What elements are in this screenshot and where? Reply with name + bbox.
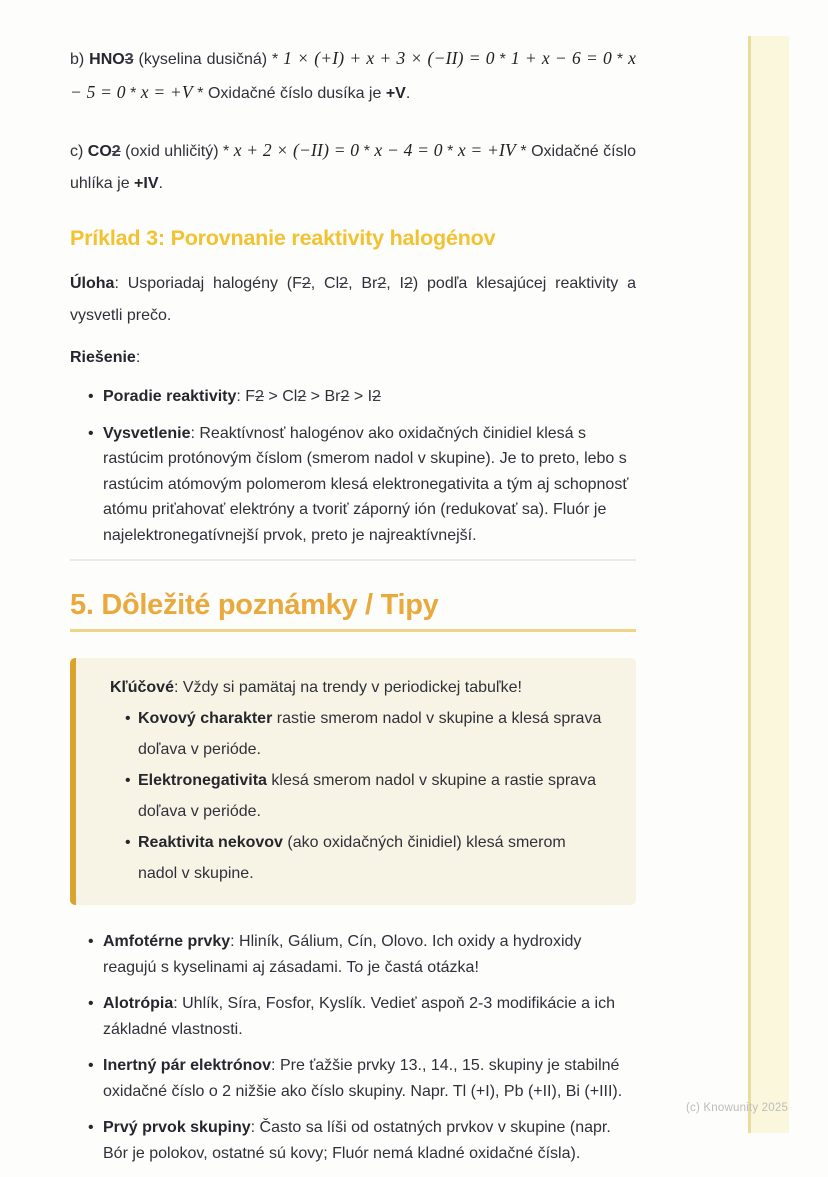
text-run: (kyselina dusičná)	[133, 51, 272, 68]
text-run: *	[611, 51, 629, 68]
text-run: : Často sa líši od ostatných prvkov v skupine (napr. Bór je polokov, ostatné sú kovy; Fluór nemá kladné oxidačné čísla).	[103, 1119, 611, 1162]
section-divider	[70, 559, 636, 561]
text-run: 2	[301, 275, 311, 292]
text-run: x − 4 = 0	[374, 140, 443, 160]
text-run: *	[359, 143, 375, 160]
text-run: Poradie reaktivity	[103, 388, 237, 405]
text-run: *	[442, 143, 458, 160]
text-run: Kľúčové	[110, 679, 174, 696]
callout-item	[138, 703, 608, 765]
list-item	[103, 1053, 636, 1104]
list-item	[103, 1115, 636, 1166]
text-run: *	[223, 143, 234, 160]
text-run: 2	[340, 388, 350, 405]
text-run: CO	[87, 143, 112, 160]
text-run: *	[192, 85, 208, 102]
text-run: Kovový charakter	[138, 710, 273, 727]
callout-item	[138, 827, 608, 889]
text-run: Oxidačné číslo dusíka je	[207, 85, 386, 102]
text-run: 2	[297, 388, 307, 405]
text-run: (oxid uhličitý)	[120, 143, 223, 160]
list-item	[103, 384, 636, 410]
text-run: +V	[385, 85, 406, 102]
text-run: Oxidačné číslo uhlíka je	[70, 143, 637, 192]
text-run: Alotrópia	[103, 995, 174, 1012]
callout-list	[110, 703, 608, 889]
text-run: 2	[339, 275, 349, 292]
text-run: 1 + x − 6 = 0	[510, 48, 612, 68]
text-run: : Uhlík, Síra, Fosfor, Kyslík. Vedieť aspoň 2-3 modifikácie a ich základné vlastnosti.	[103, 995, 615, 1038]
heading-underline	[70, 629, 636, 632]
text-run: Reaktivita nekovov	[138, 834, 283, 851]
text-run: x = +IV	[457, 140, 516, 160]
text-run: : F	[236, 388, 256, 405]
text-run: ) podľa klesajúcej reaktivity a vysvetli prečo.	[70, 275, 637, 324]
text-run: , I	[386, 275, 404, 292]
example-b-paragraph	[70, 42, 636, 110]
callout-item	[138, 765, 608, 827]
text-run: c)	[70, 143, 88, 160]
text-run: Elektronegativita	[138, 772, 267, 789]
text-run: 2	[372, 388, 381, 405]
key-tips-callout	[70, 658, 636, 905]
text-run: : Reaktívnosť halogénov ako oxidačných činidiel klesá s rastúcim protónovým číslom (smerom nadol v skupine). Je to preto, lebo s rastúcim atómovým polomerom klesá elektronegativita a tým aj schopnosť atómu priťahovať elektróny a tvoriť záporný ión (redukovať sa). Fluór je najelektronegatívnejší prvok, preto je najreaktívnejší.	[103, 424, 629, 544]
text-run: :	[135, 349, 141, 366]
text-run: klesá smerom nadol v skupine a rastie sprava doľava v perióde.	[138, 772, 596, 820]
text-run: Vysvetlenie	[103, 424, 191, 442]
solution-list	[70, 384, 636, 548]
text-run: Úloha	[70, 275, 115, 292]
text-run: > Cl	[263, 388, 298, 405]
text-run: : Pre ťažšie prvky 13., 14., 15. skupiny je stabilné oxidačné číslo o 2 nižšie ako číslo skupiny. Napr. Tl (+I), Pb (+II), Bi (+III).	[103, 1057, 623, 1100]
text-run: rastie smerom nadol v skupine a klesá sprava doľava v perióde.	[138, 710, 602, 758]
text-run: *	[125, 85, 141, 102]
text-run: 3	[124, 51, 134, 68]
text-run: : Vždy si pamätaj na trendy v periodickej tabuľke!	[173, 679, 522, 696]
text-run: x = +V	[140, 82, 193, 102]
text-run: , Cl	[310, 275, 340, 292]
text-run: +IV	[134, 175, 159, 192]
text-run: Prvý prvok skupiny	[103, 1119, 251, 1136]
text-run: b)	[70, 51, 90, 68]
text-run: HNO	[89, 51, 125, 68]
text-run: .	[405, 85, 411, 102]
list-item	[103, 929, 636, 980]
text-run: 2	[377, 275, 387, 292]
document-body	[70, 42, 636, 1177]
text-run: : Usporiadaj halogény (F	[114, 275, 302, 292]
text-run: *	[494, 51, 511, 68]
text-run: .	[158, 175, 163, 192]
text-run: 2	[255, 388, 264, 405]
text-run: , Br	[348, 275, 378, 292]
text-run: Inertný pár elektrónov	[103, 1057, 272, 1074]
list-item	[103, 991, 636, 1042]
text-run: x − 5 = 0	[70, 48, 637, 102]
text-run: x + 2 × (−II) = 0	[233, 140, 360, 160]
text-run: 2	[403, 275, 413, 292]
text-run: 2	[111, 143, 121, 160]
text-run: *	[515, 143, 532, 160]
page-edge-stripe	[748, 36, 789, 1133]
text-run: : Hliník, Gálium, Cín, Olovo. Ich oxidy a hydroxidy reagujú s kyselinami aj zásadami. To je častá otázka!	[103, 933, 582, 976]
example-3-heading: Príklad 3: Porovnanie reaktivity halogénov	[70, 226, 496, 250]
example-c-paragraph	[70, 134, 636, 200]
list-item	[103, 421, 636, 549]
text-run: Riešenie	[70, 349, 136, 366]
watermark: (c) Knowunity 2025	[686, 1102, 789, 1114]
callout-lead	[110, 672, 608, 703]
solution-label	[70, 342, 636, 374]
text-run: 1 × (+I) + x + 3 × (−II) = 0	[283, 48, 495, 68]
text-run: (ako oxidačných činidiel) klesá smerom nadol v skupine.	[138, 834, 566, 882]
text-run: > I	[349, 388, 373, 405]
text-run: > Br	[306, 388, 341, 405]
text-run: Amfotérne prvky	[103, 933, 231, 950]
text-run: *	[272, 51, 284, 68]
task-paragraph	[70, 268, 636, 332]
notes-list	[70, 929, 636, 1166]
section-5-heading: 5. Dôležité poznámky / Tipy	[70, 589, 439, 621]
